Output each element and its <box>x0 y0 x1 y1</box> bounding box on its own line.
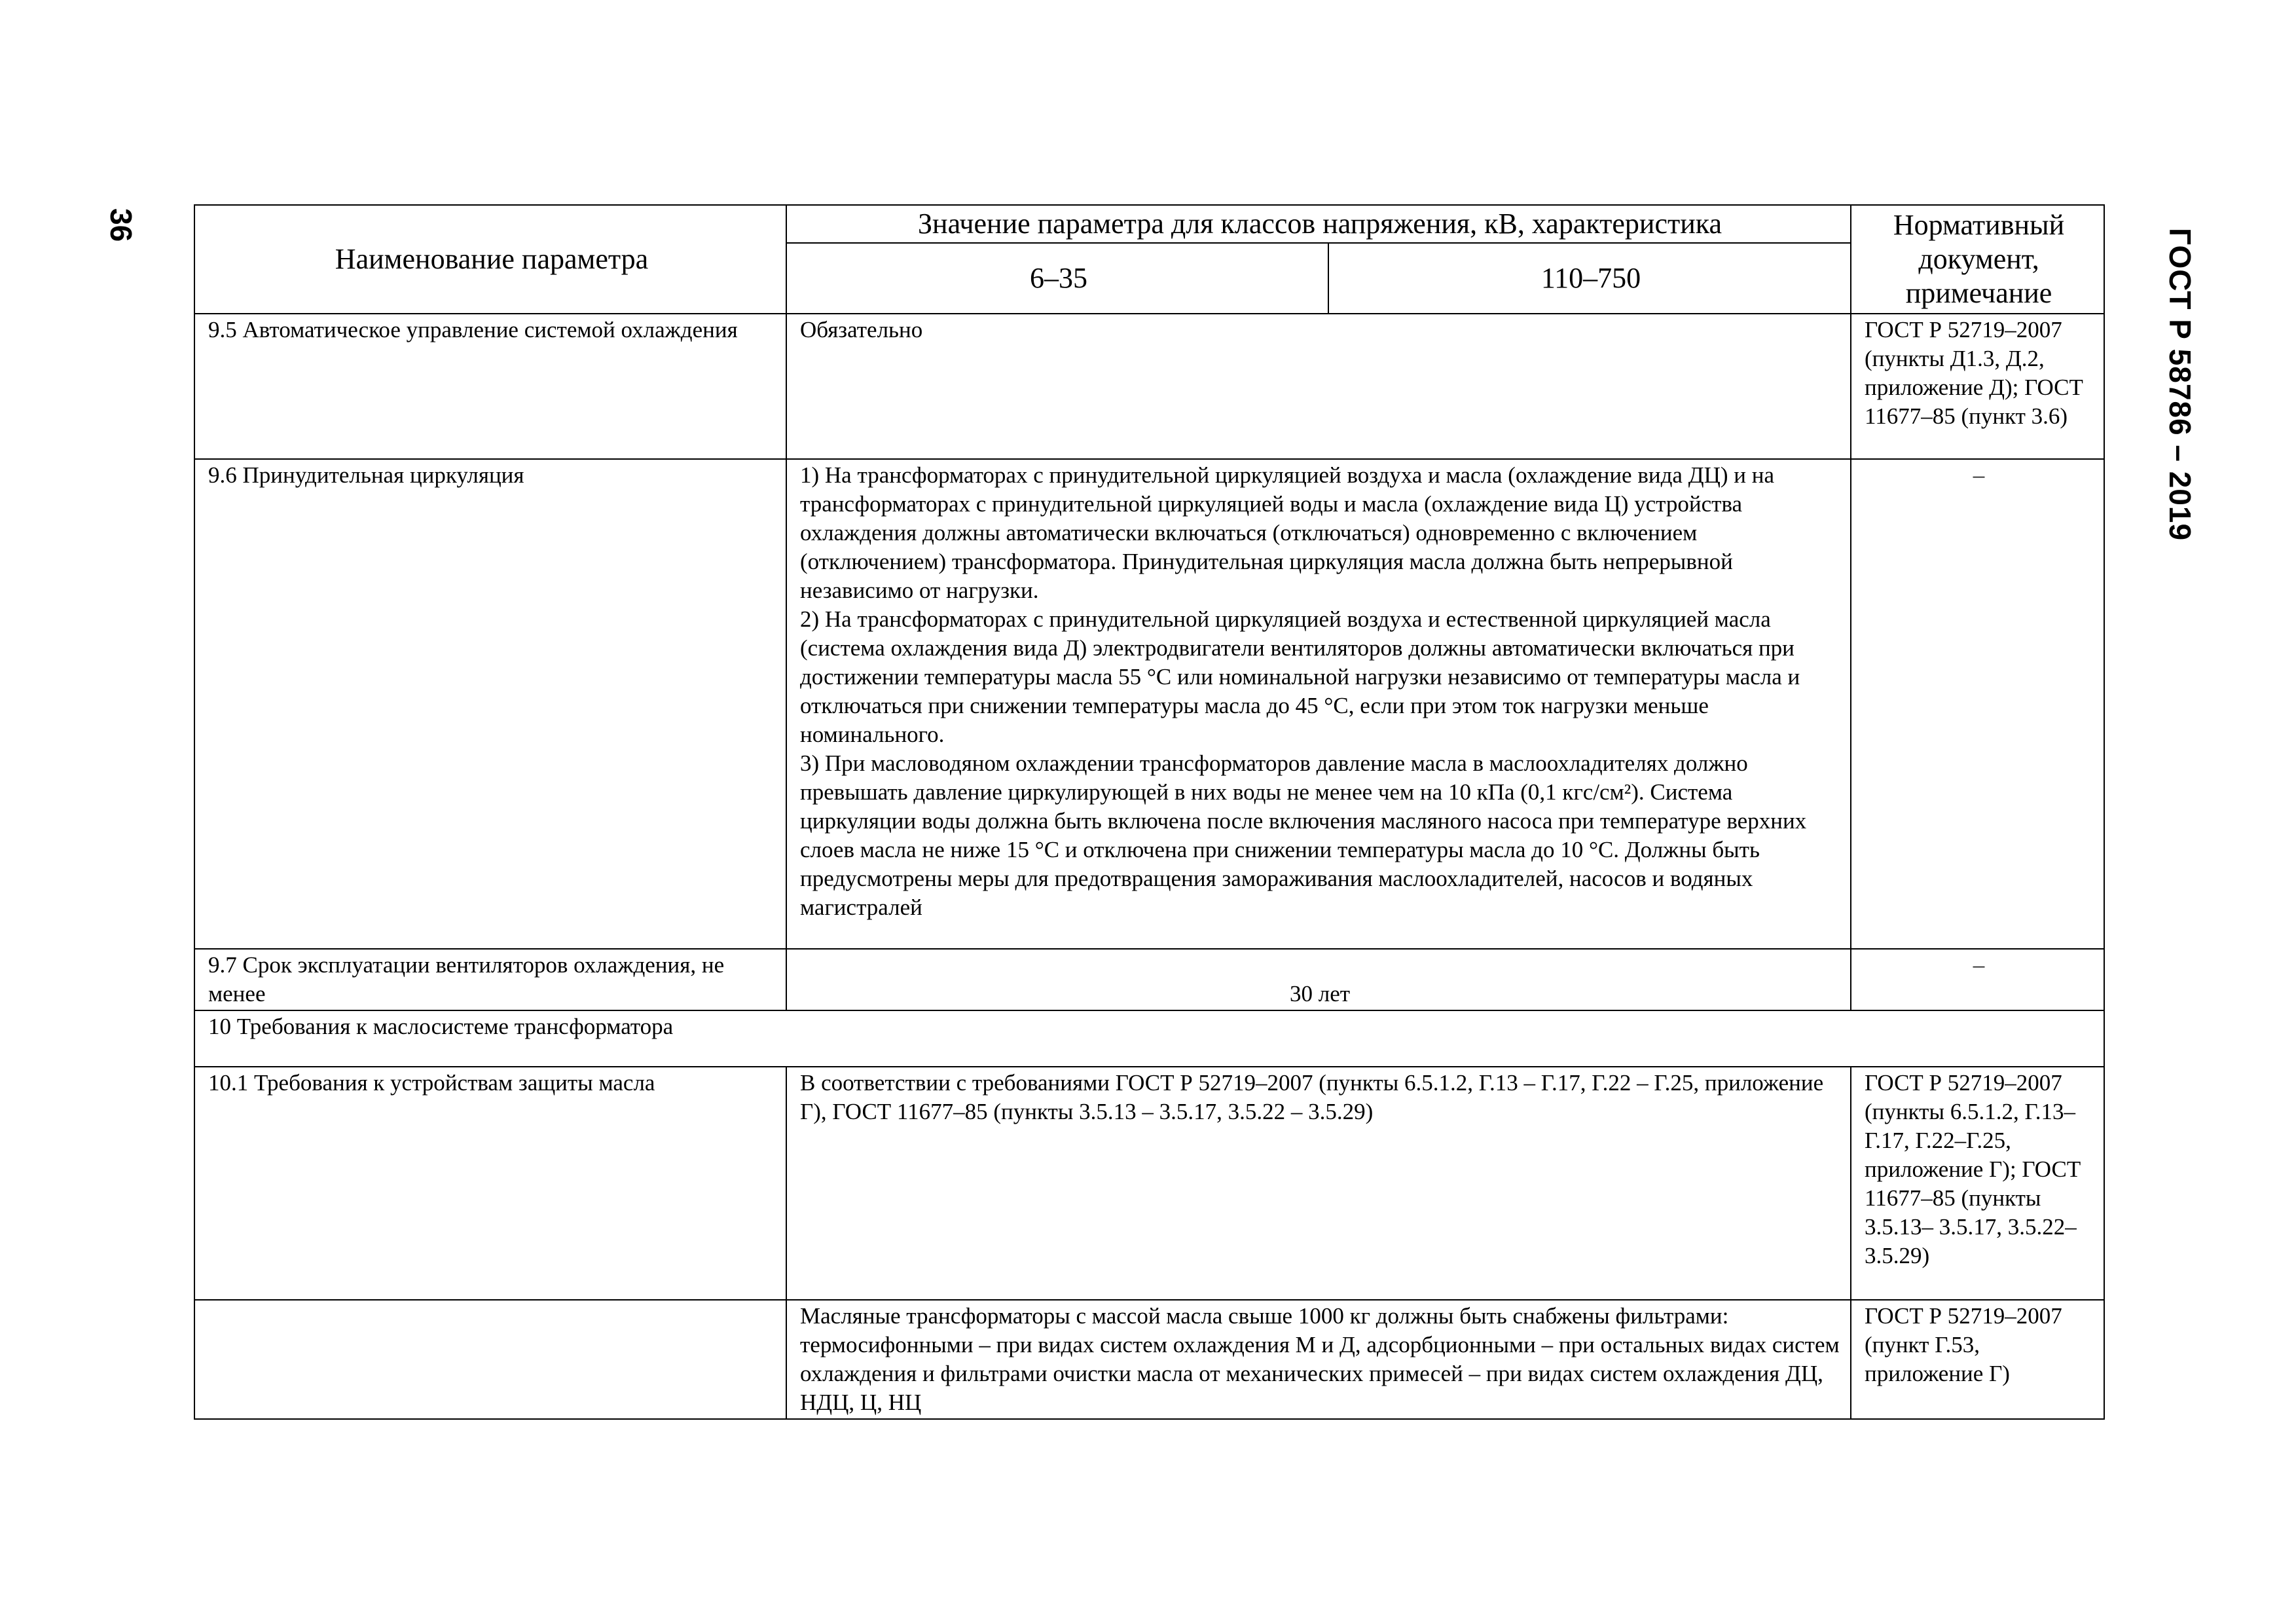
value-cell: Обязательно <box>786 314 1851 459</box>
normative-cell: ГОСТ Р 52719–2007 (пункт Г.53, приложение Г) <box>1851 1300 2104 1419</box>
value-cell: В соответствии с требованиями ГОСТ Р 52719–2007 (пункты 6.5.1.2, Г.13 – Г.17, Г.22 – Г.25, приложение Г), ГОСТ 11677–85 (пункты 3.5.13 – 3.5.17, 3.5.22 – 3.5.29) <box>786 1067 1851 1300</box>
header-param-name: Наименование параметра <box>194 205 786 314</box>
value-cell: 30 лет <box>786 949 1851 1010</box>
normative-cell: – <box>1851 459 2104 949</box>
table-row <box>194 459 2104 949</box>
value-cell: Масляные трансформаторы с массой масла свыше 1000 кг должны быть снабжены фильтрами: термосифонными – при видах систем охлаждения М и Д, адсорбционными – при остальных видах систем охлаждения и фильтрами очистки масла от механических примесей – при видах систем охлаждения ДЦ, НДЦ, Ц, НЦ <box>786 1300 1851 1419</box>
normative-cell: ГОСТ Р 52719–2007 (пункты Д1.3, Д.2, приложение Д); ГОСТ 11677–85 (пункт 3.6) <box>1851 314 2104 459</box>
value-paragraph: 2) На трансформаторах с принудительной циркуляцией воздуха и естественной циркуляцией масла (система охлаждения вида Д) электродвигатели вентиляторов должны автоматически включаться при достижении температуры масла 55 °С или номинальной нагрузки независимо от температуры масла и отключаться при снижении температуры масла до 45 °С, если при этом ток нагрузки меньше номинального. <box>800 606 1800 747</box>
header-normative: Нормативный документ, примечание <box>1851 205 2104 314</box>
param-cell: 9.7 Срок эксплуатации вентиляторов охлаждения, не менее <box>194 949 786 1010</box>
param-cell: 9.5 Автоматическое управление системой охлаждения <box>194 314 786 459</box>
normative-cell: ГОСТ Р 52719–2007 (пункты 6.5.1.2, Г.13–Г.17, Г.22–Г.25, приложение Г); ГОСТ 11677–85 (пункты 3.5.13– 3.5.17, 3.5.22–3.5.29) <box>1851 1067 2104 1300</box>
value-paragraph: 3) При масловодяном охлаждении трансформаторов давление масла в маслоохладителях должно превышать давление циркулирующей в них воды не менее чем на 10 кПа (0,1 кгс/см²). Система циркуляции воды должна быть включена после включения масляного насоса при температуре верхних слоев масла не ниже 15 °С и отключена при снижении температуры масла до 10 °С. Должны быть предусмотрены меры для предотвращения замораживания маслоохладителей, насосов и водяных магистралей <box>800 750 1807 920</box>
value-paragraph: 1) На трансформаторах с принудительной циркуляцией воздуха и масла (охлаждение вида ДЦ) и на трансформаторах с принудительной циркуляцией воды и масла (охлаждение вида Ц) устройства охлаждения должны автоматически включаться (отключаться) одновременно с включением (отключением) трансформатора. Принудительная циркуляция масла должна быть непрерывной независимо от нагрузки. <box>800 462 1774 603</box>
value-cell <box>786 459 1851 949</box>
section-title: 10 Требования к маслосистеме трансформатора <box>194 1010 2104 1067</box>
document-id: ГОСТ Р 58786 – 2019 <box>2163 228 2197 542</box>
table-row <box>194 314 2104 459</box>
table-row <box>194 1300 2104 1419</box>
table-header-row <box>194 205 2104 243</box>
header-class-low: 6–35 <box>786 243 1328 314</box>
requirements-table <box>194 204 2105 1420</box>
section-row <box>194 1010 2104 1067</box>
table-row <box>194 949 2104 1010</box>
param-cell: 10.1 Требования к устройствам защиты масла <box>194 1067 786 1300</box>
page-number: 36 <box>104 208 138 242</box>
param-cell <box>194 1300 786 1419</box>
table-row <box>194 1067 2104 1300</box>
param-cell: 9.6 Принудительная циркуляция <box>194 459 786 949</box>
header-value-group: Значение параметра для классов напряжения, кВ, характеристика <box>786 205 1851 243</box>
normative-cell: – <box>1851 949 2104 1010</box>
header-class-high: 110–750 <box>1328 243 1851 314</box>
